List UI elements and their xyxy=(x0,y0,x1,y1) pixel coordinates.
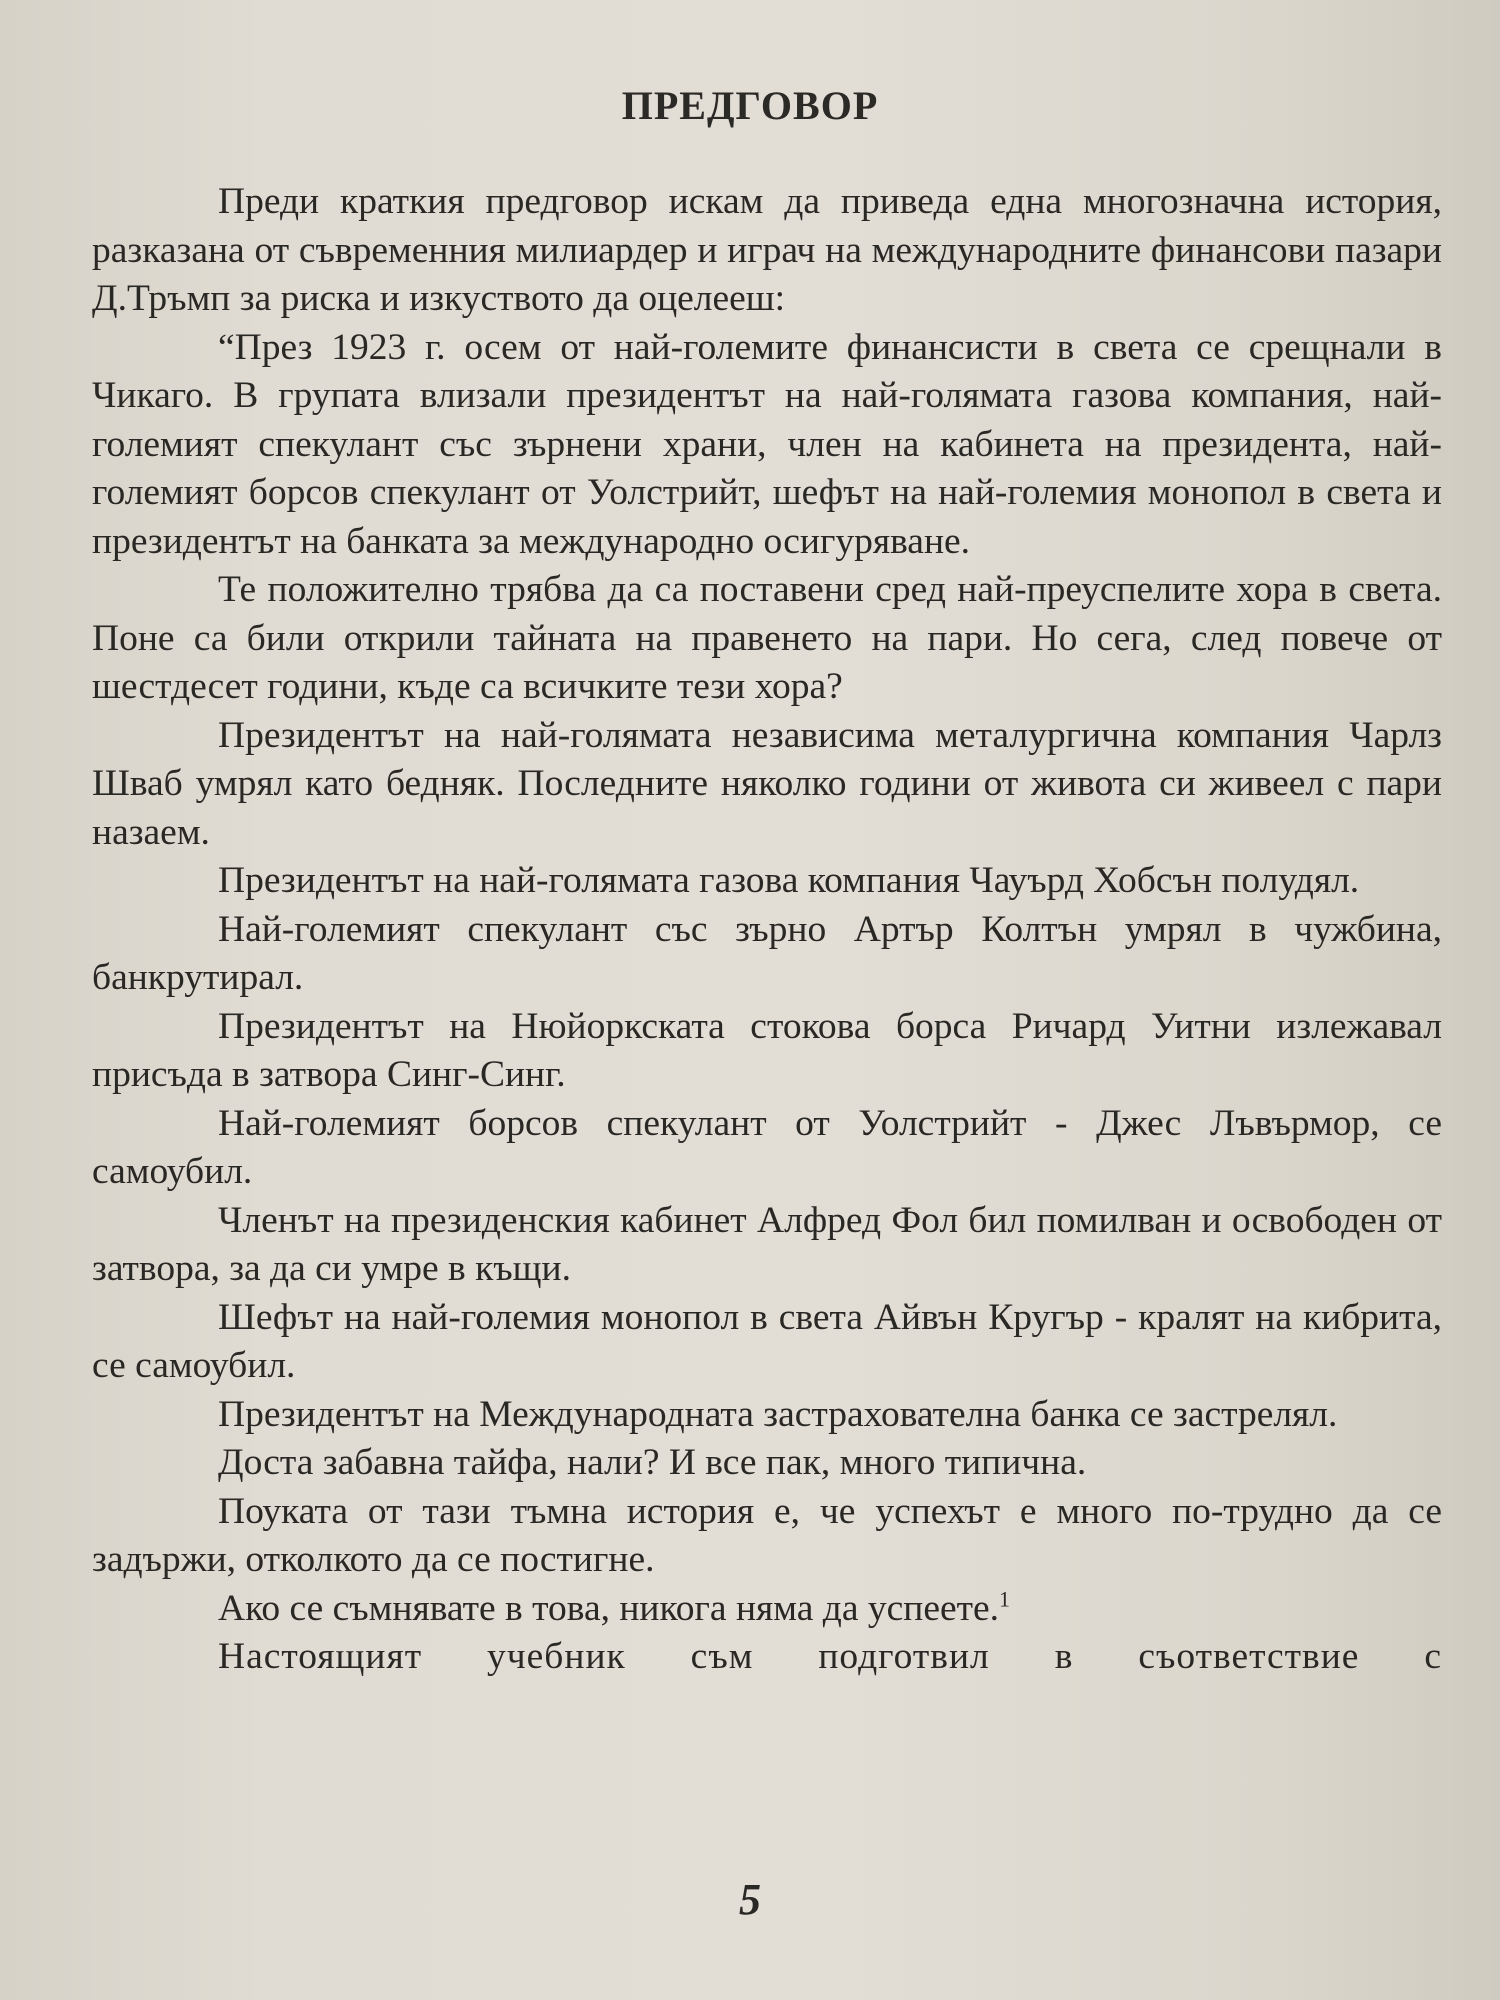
paragraph: Преди краткия предговор искам да приведа една многозначна история, разказана от съвременния милиардер и играч на международните финансови пазари Д.Тръмп за риска и изкуството да оцелееш: xyxy=(92,181,1442,319)
paragraph: Доста забавна тайфа, нали? И все пак, много типична. xyxy=(218,1442,1087,1483)
page-number: 5 xyxy=(739,1875,761,1924)
paragraph: Президентът на Нюйоркската стокова борса Ричард Уитни излежавал присъда в затвора Синг-Синг. xyxy=(92,1005,1442,1095)
body-text xyxy=(92,178,1442,1682)
paragraph: Президентът на най-голямата газова компания Чауърд Хобсън полудял. xyxy=(218,860,1360,901)
paragraph-text: Ако се съмнявате в това, никога няма да успеете. xyxy=(218,1587,1000,1629)
paragraph: Шефът на най-големия монопол в света Айвън Кругър - кралят на кибрита, се самоубил. xyxy=(92,1296,1442,1386)
page-title: ПРЕДГОВОР xyxy=(621,83,879,128)
paragraph: Членът на президенския кабинет Алфред Фол бил помилван и освободен от затвора, за да си умре в къщи. xyxy=(92,1199,1442,1289)
paragraph: Поуката от тази тъмна история е, че успехът е много по-трудно да се задържи, отколкото да се постигне. xyxy=(92,1490,1442,1580)
paragraph: Те положително трябва да са поставени сред най-преуспелите хора в света. Поне са били открили тайната на правенето на пари. Но сега, след повече от шестдесет години, къде са всичките тези хора? xyxy=(92,569,1442,707)
paragraph: Най-големият спекулант със зърно Артър Колтън умрял в чужбина, банкрутирал. xyxy=(92,908,1442,998)
paragraph: “През 1923 г. осем от най-големите финансисти в света се срещнали в Чикаго. В групата влизали президентът на най-голямата газова компания, най-големият спекулант със зърнени храни, член на кабинета на президента, най-големият борсов спекулант от Уолстрийт, шефът на най-големия монопол в света и президентът на банката за международно осигуряване. xyxy=(92,326,1442,562)
paragraph: Настоящият учебник съм подготвил в съответствие с xyxy=(218,1636,1442,1677)
paragraph: Най-големият борсов спекулант от Уолстрийт - Джес Лъвърмор, се самоубил. xyxy=(92,1102,1442,1192)
paragraph xyxy=(92,1585,1442,1634)
footnote-mark: 1 xyxy=(999,1586,1011,1611)
paragraph: Президентът на най-голямата независима металургична компания Чарлз Шваб умрял като бедняк. Последните няколко години от живота си живеел с пари назаем. xyxy=(92,714,1442,853)
paragraph: Президентът на Международната застрахователна банка се застрелял. xyxy=(218,1393,1338,1435)
